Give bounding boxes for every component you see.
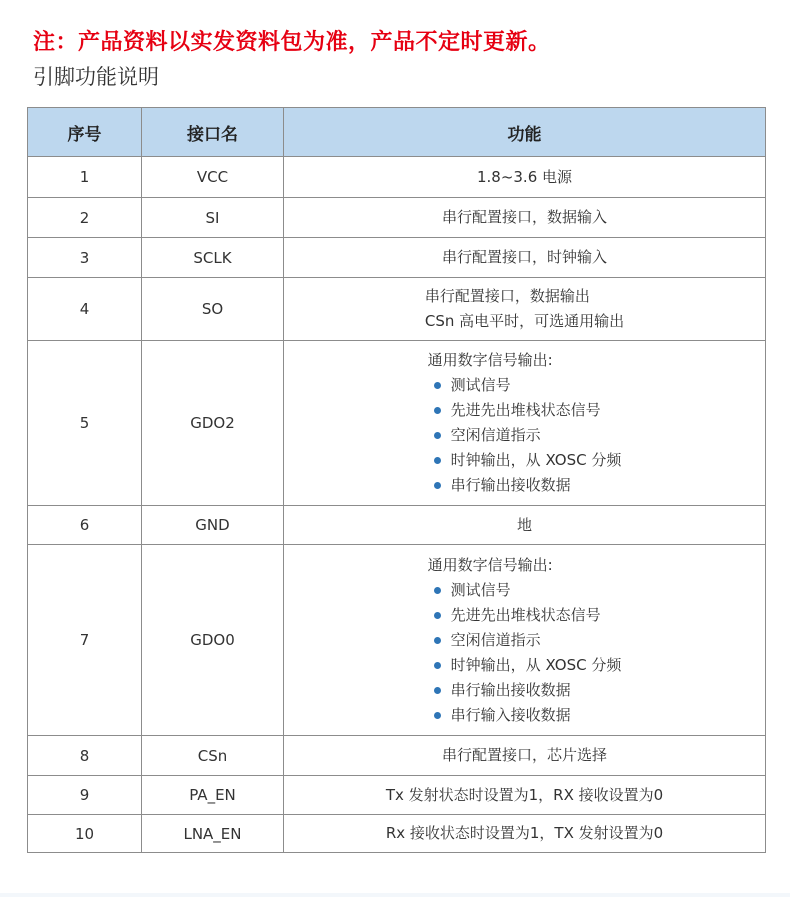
bullet-dot-icon <box>434 432 441 439</box>
bullet-dot-icon <box>434 457 441 464</box>
bullet-dot-icon <box>434 687 441 694</box>
pin-number: 4 <box>28 278 142 341</box>
pin-name: VCC <box>142 157 284 198</box>
list-item-text: 测试信号 <box>450 376 511 394</box>
list-item <box>428 473 622 498</box>
list-item-text: 测试信号 <box>450 580 511 599</box>
list-item <box>428 628 622 653</box>
pin-number: 7 <box>28 545 142 736</box>
pin-number: 5 <box>28 341 142 506</box>
table-row <box>28 341 766 506</box>
function-line: 串行配置接口，数据输入 <box>441 208 607 226</box>
bullet-dot-icon <box>434 407 441 414</box>
table-row <box>28 545 766 736</box>
table-row <box>28 278 766 341</box>
pin-number: 10 <box>28 815 142 853</box>
function-line: 串行配置接口，数据输出 <box>424 287 590 305</box>
pin-function <box>284 278 766 341</box>
pin-name: SCLK <box>142 238 284 278</box>
header-function: 功能 <box>284 108 766 157</box>
table-row <box>28 736 766 776</box>
list-item-text: 串行输入接收数据 <box>450 705 571 724</box>
notice-text: 注：产品资料以实发资料包为准，产品不定时更新。 <box>33 30 551 55</box>
list-item-text: 串行输出接收数据 <box>450 680 571 699</box>
list-item <box>428 603 622 628</box>
function-line: Tx 发射状态时设置为1，RX 接收设置为0 <box>385 785 664 804</box>
pin-number: 6 <box>28 506 142 545</box>
function-intro: 通用数字信号输出: <box>427 351 553 369</box>
pin-function <box>284 506 766 545</box>
pin-function <box>284 815 766 853</box>
pin-name: PA_EN <box>142 776 284 815</box>
pin-function <box>284 157 766 198</box>
pin-name: LNA_EN <box>142 815 284 853</box>
pin-function <box>284 198 766 238</box>
list-item-text: 串行输出接收数据 <box>450 476 571 494</box>
section-title: 引脚功能说明 <box>33 65 159 89</box>
pin-number: 3 <box>28 238 142 278</box>
header-no: 序号 <box>28 108 142 157</box>
bullet-dot-icon <box>434 662 441 669</box>
list-item <box>428 398 622 423</box>
list-item <box>428 373 622 398</box>
list-item <box>428 448 622 473</box>
pin-name: GDO2 <box>142 341 284 506</box>
pin-name: GND <box>142 506 284 545</box>
list-item-text: 先进先出堆栈状态信号 <box>450 401 601 419</box>
bullet-dot-icon <box>434 482 441 489</box>
function-bullet-list <box>428 373 622 498</box>
bottom-divider <box>0 893 790 897</box>
list-item <box>428 423 622 448</box>
list-item-text: 时钟输出，从 XOSC 分频 <box>450 451 622 469</box>
function-line: 地 <box>516 515 532 534</box>
list-item-text: 空闲信道指示 <box>450 630 541 649</box>
bullet-dot-icon <box>434 637 441 644</box>
list-item <box>428 678 622 703</box>
function-line: 串行配置接口，芯片选择 <box>441 746 607 764</box>
list-item <box>428 578 622 603</box>
pin-number: 9 <box>28 776 142 815</box>
pin-name: SI <box>142 198 284 238</box>
pin-function <box>284 545 766 736</box>
function-line: 1.8~3.6 电源 <box>476 167 573 186</box>
function-line: CSn 高电平时，可选通用输出 <box>424 312 625 330</box>
bullet-dot-icon <box>434 587 441 594</box>
pin-function <box>284 341 766 506</box>
pin-number: 1 <box>28 157 142 198</box>
table-row <box>28 198 766 238</box>
pin-function <box>284 736 766 776</box>
bullet-dot-icon <box>434 712 441 719</box>
pin-name: SO <box>142 278 284 341</box>
list-item-text: 时钟输出，从 XOSC 分频 <box>450 655 622 674</box>
header-name: 接口名 <box>142 108 284 157</box>
function-bullet-list <box>428 578 622 728</box>
bullet-dot-icon <box>434 612 441 619</box>
pin-function <box>284 238 766 278</box>
pin-number: 2 <box>28 198 142 238</box>
pin-function <box>284 776 766 815</box>
table-row <box>28 815 766 853</box>
pin-name: GDO0 <box>142 545 284 736</box>
table-row <box>28 506 766 545</box>
list-item <box>428 703 622 728</box>
table-header-row <box>28 108 766 157</box>
bullet-dot-icon <box>434 382 441 389</box>
function-line: Rx 接收状态时设置为1，TX 发射设置为0 <box>385 824 664 842</box>
function-line: 串行配置接口，时钟输入 <box>441 248 607 266</box>
list-item-text: 先进先出堆栈状态信号 <box>450 605 601 624</box>
list-item-text: 空闲信道指示 <box>450 426 541 444</box>
function-intro: 通用数字信号输出: <box>427 555 553 574</box>
table-row <box>28 238 766 278</box>
pin-function-table <box>27 107 766 853</box>
table-row <box>28 776 766 815</box>
table-row <box>28 157 766 198</box>
pin-number: 8 <box>28 736 142 776</box>
pin-name: CSn <box>142 736 284 776</box>
list-item <box>428 653 622 678</box>
